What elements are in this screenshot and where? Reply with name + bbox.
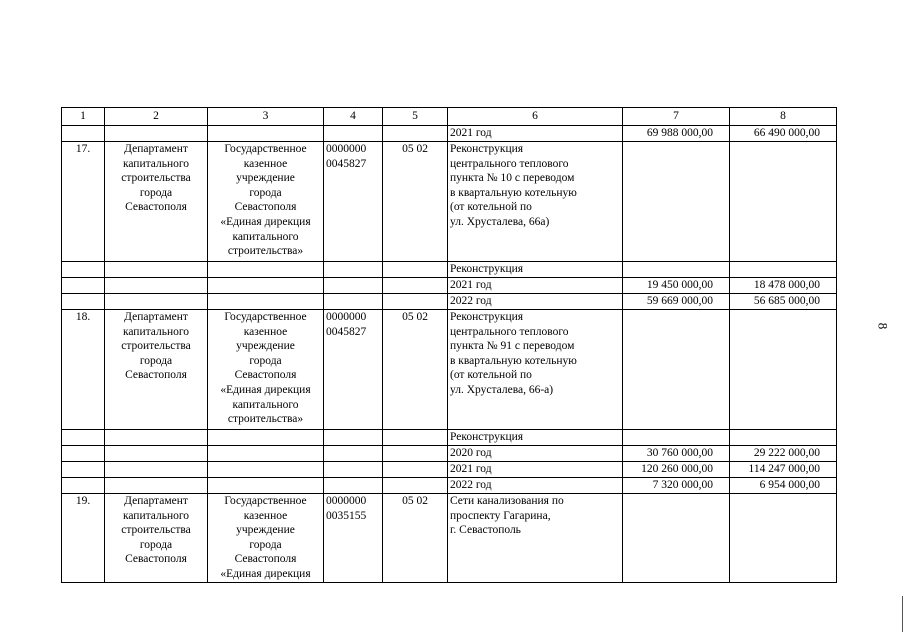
year-cell: 2020 год [448, 446, 623, 462]
table-row [62, 126, 837, 142]
table-row-entry-17 [62, 142, 837, 262]
department-cell: Департамент капитального строительства города Севастополя [105, 494, 208, 583]
amount-cell: 114 247 000,00 [730, 462, 837, 478]
department-cell: Департамент капитального строительства города Севастополя [105, 310, 208, 430]
amount-cell: 66 490 000,00 [730, 126, 837, 142]
code-cell: 0000000 0035155 [324, 494, 383, 583]
header-row [62, 108, 837, 126]
year-cell: Реконструкция [448, 430, 623, 446]
table-row [62, 294, 837, 310]
table-row [62, 478, 837, 494]
amount-cell: 59 669 000,00 [623, 294, 730, 310]
col-header-1: 1 [62, 108, 105, 126]
amount-cell: 6 954 000,00 [730, 478, 837, 494]
institution-cell: Государственное казенное учреждение города Севастополя «Единая дирекция [208, 494, 324, 583]
amount-cell: 120 260 000,00 [623, 462, 730, 478]
institution-cell: Государственное казенное учреждение города Севастополя «Единая дирекция капитального строительства» [208, 310, 324, 430]
amount-cell: 18 478 000,00 [730, 278, 837, 294]
year-cell: 2022 год [448, 294, 623, 310]
scan-edge-mark [902, 596, 903, 632]
amount-cell: 69 988 000,00 [623, 126, 730, 142]
description-cell: Сети канализования по проспекту Гагарина, г. Севастополь [448, 494, 623, 583]
code-cell: 0000000 0045827 [324, 142, 383, 262]
table-row [62, 278, 837, 294]
description-cell: Реконструкция центрального теплового пункта № 91 с переводом в квартальную котельную (от котельной по ул. Хрусталева, 66-а) [448, 310, 623, 430]
year-cell: 2021 год [448, 126, 623, 142]
year-cell: Реконструкция [448, 262, 623, 278]
amount-cell: 56 685 000,00 [730, 294, 837, 310]
section-cell: 05 02 [383, 494, 448, 583]
table-row [62, 462, 837, 478]
row-number: 19. [62, 494, 105, 583]
amount-cell: 29 222 000,00 [730, 446, 837, 462]
amount-cell: 7 320 000,00 [623, 478, 730, 494]
section-cell: 05 02 [383, 310, 448, 430]
table-row-entry-18 [62, 310, 837, 430]
table-row-entry-19 [62, 494, 837, 583]
amount-cell: 30 760 000,00 [623, 446, 730, 462]
row-number: 17. [62, 142, 105, 262]
table-row [62, 262, 837, 278]
institution-cell: Государственное казенное учреждение города Севастополя «Единая дирекция капитального строительства» [208, 142, 324, 262]
table-row [62, 430, 837, 446]
section-cell: 05 02 [383, 142, 448, 262]
col-header-5: 5 [383, 108, 448, 126]
col-header-8: 8 [730, 108, 837, 126]
col-header-3: 3 [208, 108, 324, 126]
row-number: 18. [62, 310, 105, 430]
description-cell: Реконструкция центрального теплового пункта № 10 с переводом в квартальную котельную (от котельной по ул. Хрусталева, 66а) [448, 142, 623, 262]
table-row [62, 446, 837, 462]
year-cell: 2021 год [448, 462, 623, 478]
col-header-6: 6 [448, 108, 623, 126]
department-cell: Департамент капитального строительства города Севастополя [105, 142, 208, 262]
code-cell: 0000000 0045827 [324, 310, 383, 430]
col-header-7: 7 [623, 108, 730, 126]
budget-table [61, 107, 837, 583]
year-cell: 2021 год [448, 278, 623, 294]
page-number: 8 [875, 322, 891, 330]
col-header-4: 4 [324, 108, 383, 126]
amount-cell: 19 450 000,00 [623, 278, 730, 294]
col-header-2: 2 [105, 108, 208, 126]
year-cell: 2022 год [448, 478, 623, 494]
